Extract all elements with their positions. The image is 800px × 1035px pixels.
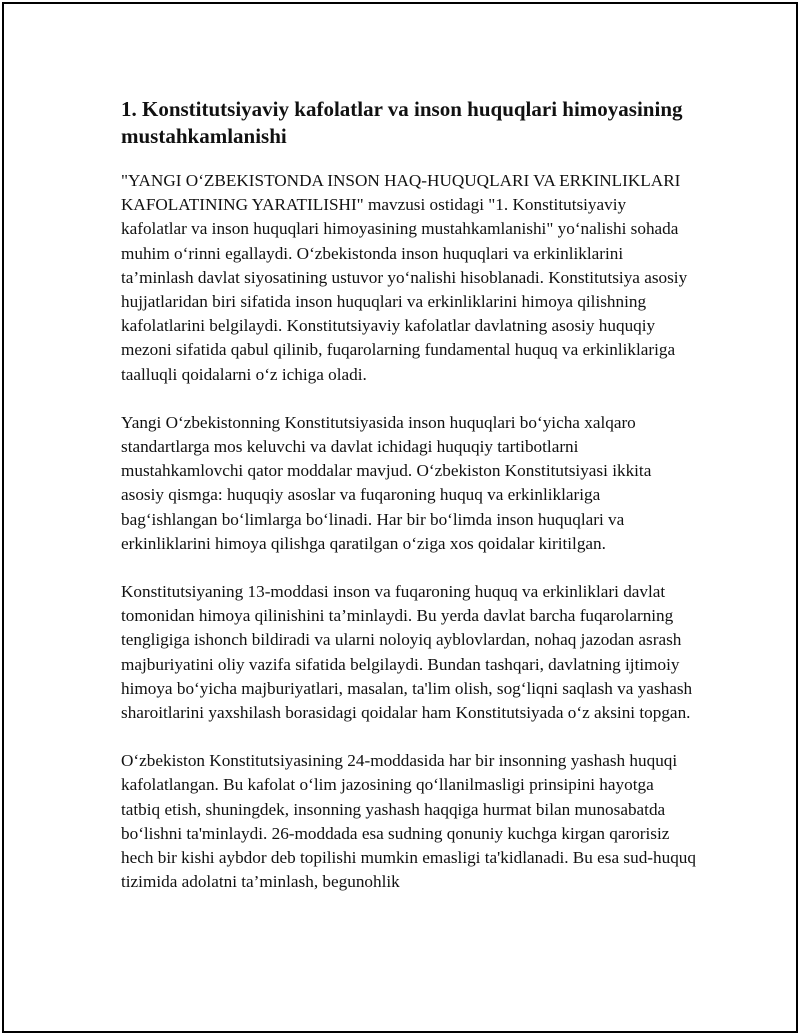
document-page bbox=[2, 2, 798, 1033]
paragraph-article-24: O‘zbekiston Konstitutsiyasining 24-moddasida har bir insonning yashash huquqi kafolatlangan. Bu kafolat o‘lim jazosining qo‘llanilmasligi prinsipini hayotga tatbiq etish, shuningdek, insonning yashash haqqiga hurmat bilan munosabatda bo‘lishni ta'minlaydi. 26-moddada esa sudning qonuniy kuchga kirgan qarorisiz hech bir kishi aybdor deb topilishi mumkin emasligi ta'kidlanadi. Bu esa sud-huquq tizimida adolatni ta’minlash, begunohlik bbox=[121, 751, 696, 892]
document-content bbox=[121, 96, 696, 894]
paragraph-intro: "YANGI O‘ZBEKISTONDA INSON HAQ-HUQUQLARI VA ERKINLIKLARI KAFOLATINING YARATILISHI" mavzusi ostidagi "1. Konstitutsiyaviy kafolatlar va inson huquqlari himoyasining mustahkamlanishi" yo‘nalishi sohada muhim o‘rinni egallaydi. O‘zbekistonda inson huquqlari va erkinliklarini ta’minlash davlat siyosatining ustuvor yo‘nalishi hisoblanadi. Konstitutsiya asosiy hujjatlaridan biri sifatida inson huquqlari va erkinliklarini himoya qilishning kafolatlarini belgilaydi. Konstitutsiyaviy kafolatlar davlatning asosiy huquqiy mezoni sifatida qabul qilinib, fuqarolarning fundamental huquq va erkinliklariga taalluqli qoidalarni o‘z ichiga oladi. bbox=[121, 171, 688, 384]
paragraph-constitution-structure: Yangi O‘zbekistonning Konstitutsiyasida inson huquqlari bo‘yicha xalqaro standartlarga mos keluvchi va davlat ichidagi huquqiy tartibotlarni mustahkamlovchi qator moddalar mavjud. O‘zbekiston Konstitutsiyasi ikkita asosiy qismga: huquqiy asoslar va fuqaroning huquq va erkinliklariga bag‘ishlangan bo‘limlarga bo‘linadi. Har bir bo‘limda inson huquqlari va erkinliklarini himoya qilishga qaratilgan o‘ziga xos qoidalar kiritilgan. bbox=[121, 412, 652, 553]
section-heading: 1. Konstitutsiyaviy kafolatlar va inson huquqlari himoyasining mustahkamlanishi bbox=[121, 97, 683, 148]
paragraph-article-13: Konstitutsiyaning 13-moddasi inson va fuqaroning huquq va erkinliklari davlat tomonidan himoya qilinishini ta’minlaydi. Bu yerda davlat barcha fuqarolarning tengligiga ishonch bildiradi va ularni noloyiq ayblovlardan, nohaq jazodan asrash majburiyatini oliy vazifa sifatida belgilaydi. Bundan tashqari, davlatning ijtimoiy himoya bo‘yicha majburiyatlari, masalan, ta'lim olish, sog‘liqni saqlash va yashash sharoitlarini yaxshilash borasidagi qoidalar ham Konstitutsiyada o‘z aksini topgan. bbox=[121, 582, 693, 723]
